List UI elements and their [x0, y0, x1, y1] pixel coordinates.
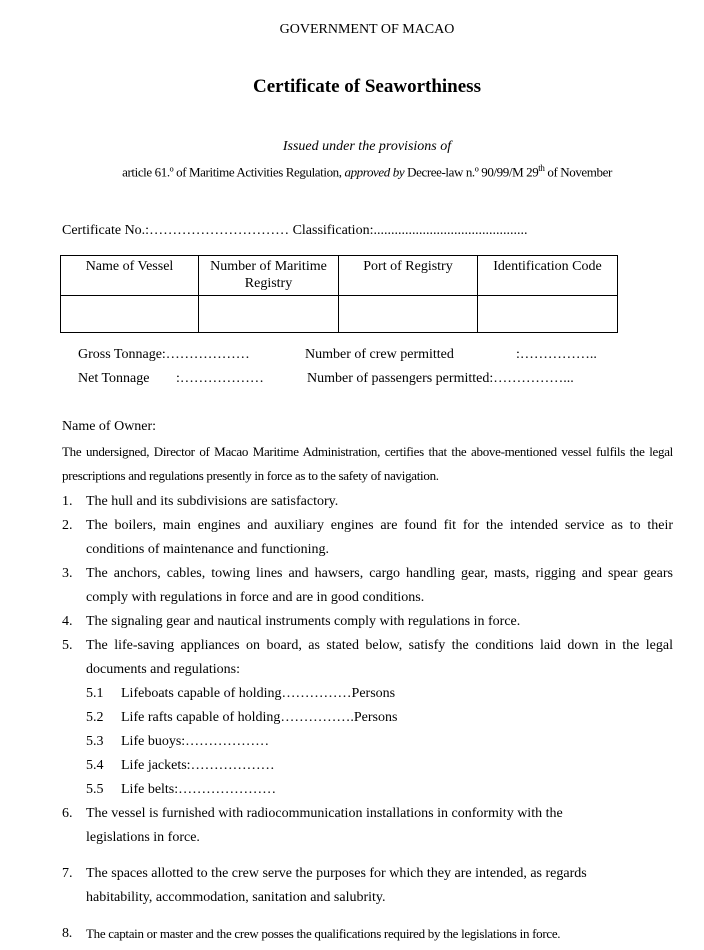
net-tonnage-label: Net Tonnage — [78, 371, 150, 386]
list-item: 1. The hull and its subdivisions are satisfactory. — [62, 494, 339, 509]
ordinal-sup: th — [538, 163, 545, 173]
government-heading: GOVERNMENT OF MACAO — [279, 22, 455, 37]
sub-item: 5.3 Life buoys:……………… — [86, 734, 270, 749]
document-title: Certificate of Seaworthiness — [253, 76, 481, 97]
vessel-table — [60, 255, 618, 333]
list-item: 5. The life-saving appliances on board, as stated below, satisfy the conditions laid down in the legal documents and regulations: — [62, 638, 673, 677]
sub-item: 5.2 Life rafts capable of holding…………….Persons — [86, 710, 398, 725]
list-item: 4. The signaling gear and nautical instruments comply with regulations in force. — [62, 614, 521, 629]
header-identification-code: Identification Code — [478, 256, 618, 296]
article-text: article 61.º of Maritime Activities Regulation, — [122, 164, 345, 180]
certificate-number-line: Certificate No.:………………………… Classification:............................................ — [62, 223, 528, 238]
header-maritime-registry: Number of Maritime Registry — [199, 256, 339, 296]
header-name-of-vessel: Name of Vessel — [61, 256, 199, 296]
cell-name-of-vessel[interactable] — [61, 296, 199, 333]
cell-port-of-registry[interactable] — [339, 296, 478, 333]
sub-item: 5.5 Life belts:………………… — [86, 782, 277, 797]
crew-permitted-label: Number of crew permitted — [305, 347, 454, 362]
intro-paragraph: The undersigned, Director of Macao Maritime Administration, certifies that the above-mentioned vessel fulfils the legal prescriptions and regulations presently in force as to the safety of navigation. — [62, 444, 673, 483]
list-item: 3. The anchors, cables, towing lines and hawsers, cargo handling gear, masts, rigging and spear gears comply with regulations in force and are in good conditions. — [62, 566, 673, 605]
header-port-of-registry: Port of Registry — [339, 256, 478, 296]
name-of-owner: Name of Owner: — [62, 419, 157, 434]
month-text: of November — [544, 164, 612, 180]
net-tonnage-value: :……………… — [176, 371, 264, 386]
gross-tonnage: Gross Tonnage:……………… — [78, 347, 250, 362]
decree-text: Decree-law n.º 90/99/M 29 — [404, 164, 539, 180]
list-item: 7. The spaces allotted to the crew serve the purposes for which they are intended, as regards habitability, accommodation, sanitation and salubrity. — [62, 866, 587, 905]
sub-item: 5.1 Lifeboats capable of holding……………Persons — [86, 686, 396, 701]
passengers-permitted: Number of passengers permitted:……………... — [307, 371, 574, 386]
issued-under: Issued under the provisions of — [282, 139, 452, 154]
approved-by: approved by — [344, 164, 405, 180]
crew-permitted-value: :…………….. — [516, 347, 597, 362]
cell-identification-code[interactable] — [478, 296, 618, 333]
list-item: 2. The boilers, main engines and auxiliary engines are found fit for the intended service as to their conditions of maintenance and functioning. — [62, 518, 673, 557]
sub-item: 5.4 Life jackets:……………… — [86, 758, 275, 773]
article-reference — [0, 163, 704, 180]
list-item: 6. The vessel is furnished with radiocommunication installations in conformity with the legislations in force. — [62, 806, 563, 845]
cell-maritime-registry[interactable] — [199, 296, 339, 333]
list-item: 8. The captain or master and the crew posses the qualifications required by the legislations in force. — [62, 926, 561, 941]
